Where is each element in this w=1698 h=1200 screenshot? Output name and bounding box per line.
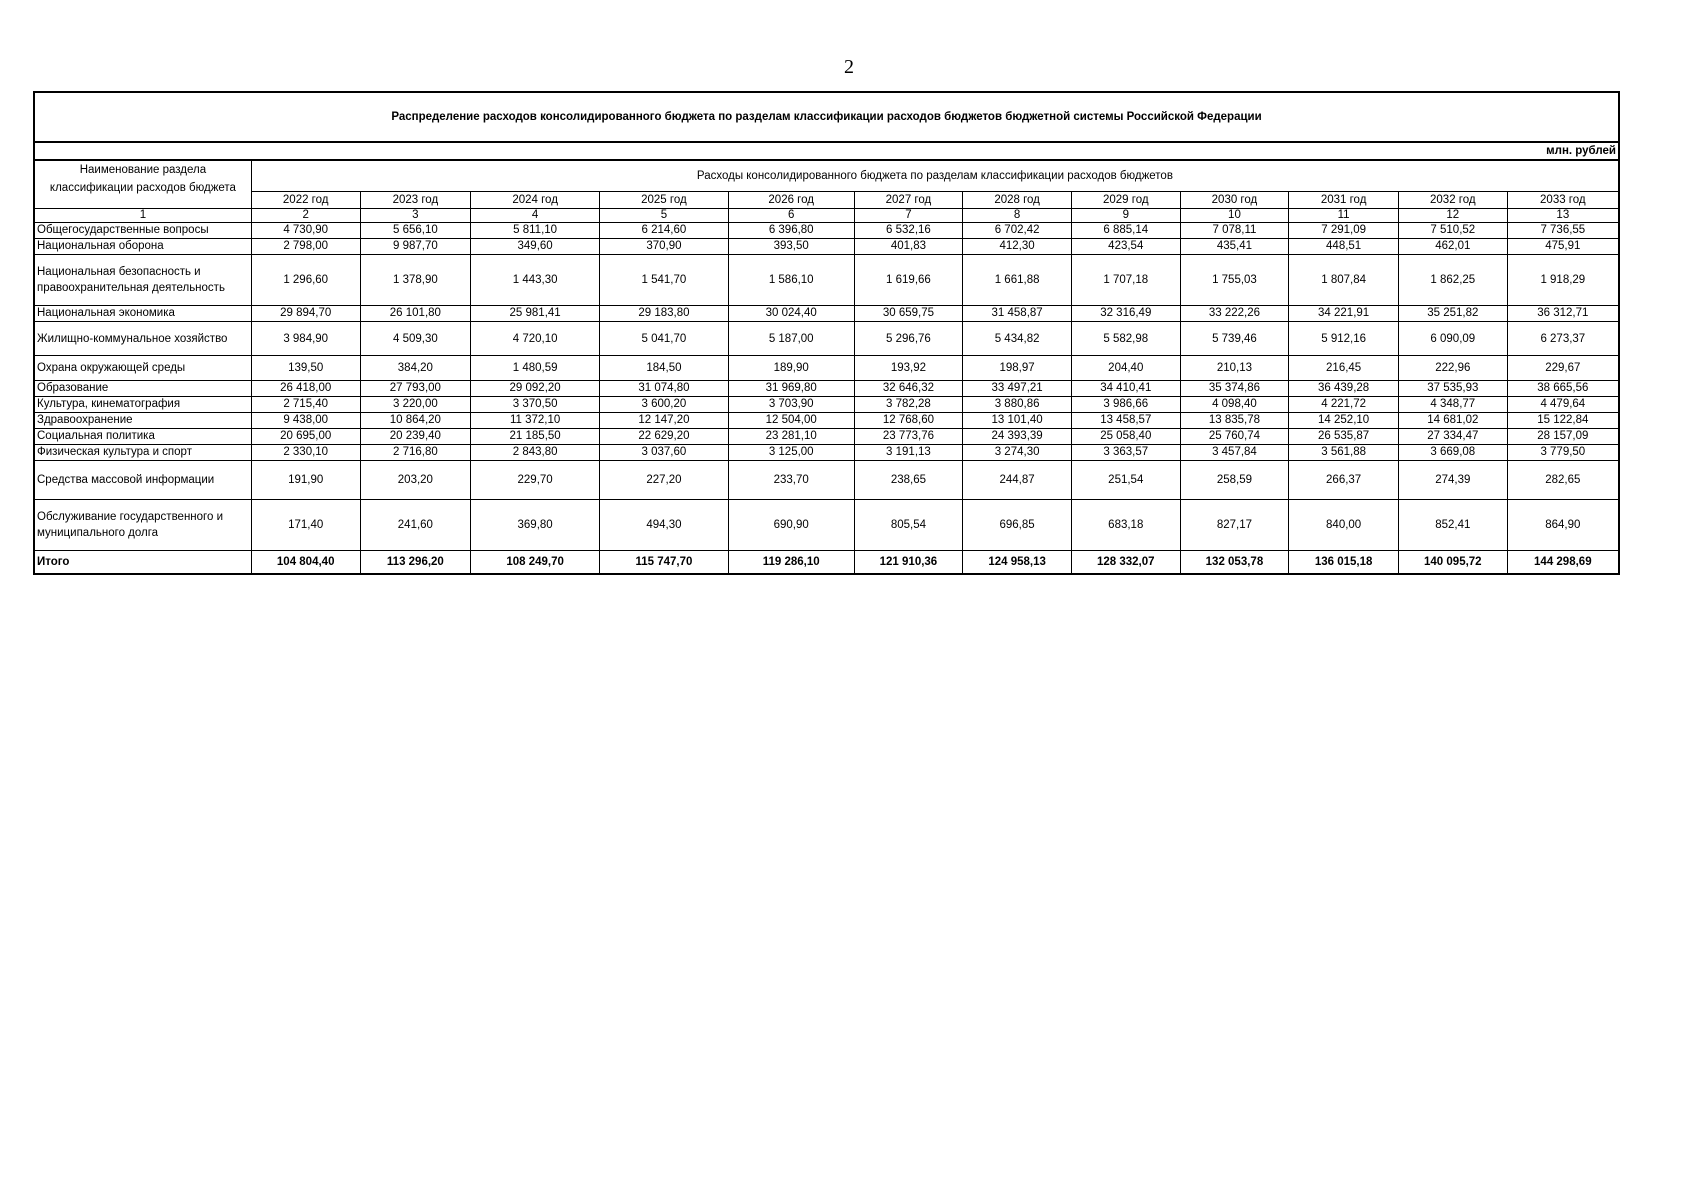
value-cell: 34 410,41 bbox=[1071, 381, 1180, 397]
value-cell: 34 221,91 bbox=[1289, 306, 1399, 322]
value-cell: 1 586,10 bbox=[728, 255, 854, 306]
value-cell: 32 316,49 bbox=[1071, 306, 1180, 322]
value-cell: 1 443,30 bbox=[471, 255, 600, 306]
column-number: 11 bbox=[1289, 209, 1399, 223]
row-name: Средства массовой информации bbox=[34, 461, 251, 500]
value-cell: 13 835,78 bbox=[1180, 413, 1289, 429]
value-cell: 36 312,71 bbox=[1507, 306, 1619, 322]
value-cell: 6 702,42 bbox=[963, 223, 1072, 239]
value-cell: 258,59 bbox=[1180, 461, 1289, 500]
row-name: Жилищно-коммунальное хозяйство bbox=[34, 322, 251, 356]
total-value-cell: 115 747,70 bbox=[600, 551, 729, 575]
value-cell: 238,65 bbox=[854, 461, 963, 500]
column-number: 5 bbox=[600, 209, 729, 223]
value-cell: 33 222,26 bbox=[1180, 306, 1289, 322]
row-name: Национальная экономика bbox=[34, 306, 251, 322]
table-row bbox=[34, 445, 1619, 461]
value-cell: 29 183,80 bbox=[600, 306, 729, 322]
total-value-cell: 124 958,13 bbox=[963, 551, 1072, 575]
year-header: 2024 год bbox=[471, 192, 600, 209]
value-cell: 251,54 bbox=[1071, 461, 1180, 500]
value-cell: 6 396,80 bbox=[728, 223, 854, 239]
value-cell: 3 600,20 bbox=[600, 397, 729, 413]
value-cell: 5 434,82 bbox=[963, 322, 1072, 356]
value-cell: 24 393,39 bbox=[963, 429, 1072, 445]
value-cell: 3 457,84 bbox=[1180, 445, 1289, 461]
value-cell: 31 074,80 bbox=[600, 381, 729, 397]
table-row bbox=[34, 306, 1619, 322]
value-cell: 1 480,59 bbox=[471, 356, 600, 381]
column-number: 7 bbox=[854, 209, 963, 223]
value-cell: 423,54 bbox=[1071, 239, 1180, 255]
value-cell: 3 669,08 bbox=[1398, 445, 1507, 461]
value-cell: 435,41 bbox=[1180, 239, 1289, 255]
value-cell: 35 251,82 bbox=[1398, 306, 1507, 322]
value-cell: 384,20 bbox=[360, 356, 471, 381]
value-cell: 7 291,09 bbox=[1289, 223, 1399, 239]
value-cell: 28 157,09 bbox=[1507, 429, 1619, 445]
value-cell: 27 793,00 bbox=[360, 381, 471, 397]
units-label: млн. рублей bbox=[33, 141, 1620, 159]
value-cell: 1 707,18 bbox=[1071, 255, 1180, 306]
value-cell: 2 716,80 bbox=[360, 445, 471, 461]
value-cell: 2 798,00 bbox=[251, 239, 360, 255]
value-cell: 3 037,60 bbox=[600, 445, 729, 461]
value-cell: 191,90 bbox=[251, 461, 360, 500]
value-cell: 25 981,41 bbox=[471, 306, 600, 322]
value-cell: 184,50 bbox=[600, 356, 729, 381]
value-cell: 1 378,90 bbox=[360, 255, 471, 306]
value-cell: 25 058,40 bbox=[1071, 429, 1180, 445]
value-cell: 3 880,86 bbox=[963, 397, 1072, 413]
value-cell: 7 510,52 bbox=[1398, 223, 1507, 239]
value-cell: 13 458,57 bbox=[1071, 413, 1180, 429]
value-cell: 6 273,37 bbox=[1507, 322, 1619, 356]
value-cell: 35 374,86 bbox=[1180, 381, 1289, 397]
table-row bbox=[34, 461, 1619, 500]
value-cell: 33 497,21 bbox=[963, 381, 1072, 397]
table-row bbox=[34, 322, 1619, 356]
value-cell: 241,60 bbox=[360, 500, 471, 551]
value-cell: 23 281,10 bbox=[728, 429, 854, 445]
year-header: 2029 год bbox=[1071, 192, 1180, 209]
budget-table bbox=[33, 159, 1620, 575]
total-value-cell: 144 298,69 bbox=[1507, 551, 1619, 575]
row-name: Национальная безопасность и правоохранительная деятельность bbox=[34, 255, 251, 306]
value-cell: 30 024,40 bbox=[728, 306, 854, 322]
page-number: 2 bbox=[844, 56, 854, 78]
value-cell: 1 807,84 bbox=[1289, 255, 1399, 306]
value-cell: 3 363,57 bbox=[1071, 445, 1180, 461]
value-cell: 14 681,02 bbox=[1398, 413, 1507, 429]
value-cell: 22 629,20 bbox=[600, 429, 729, 445]
value-cell: 369,80 bbox=[471, 500, 600, 551]
value-cell: 475,91 bbox=[1507, 239, 1619, 255]
value-cell: 27 334,47 bbox=[1398, 429, 1507, 445]
value-cell: 448,51 bbox=[1289, 239, 1399, 255]
header-expenses: Расходы консолидированного бюджета по разделам классификации расходов бюджетов bbox=[251, 160, 1619, 192]
value-cell: 2 715,40 bbox=[251, 397, 360, 413]
column-number: 4 bbox=[471, 209, 600, 223]
value-cell: 2 843,80 bbox=[471, 445, 600, 461]
table-row bbox=[34, 397, 1619, 413]
header-name-column: Наименование раздела классификации расходов бюджета bbox=[34, 160, 251, 209]
value-cell: 690,90 bbox=[728, 500, 854, 551]
value-cell: 3 561,88 bbox=[1289, 445, 1399, 461]
value-cell: 864,90 bbox=[1507, 500, 1619, 551]
table-row bbox=[34, 239, 1619, 255]
total-value-cell: 108 249,70 bbox=[471, 551, 600, 575]
value-cell: 696,85 bbox=[963, 500, 1072, 551]
value-cell: 6 214,60 bbox=[600, 223, 729, 239]
value-cell: 852,41 bbox=[1398, 500, 1507, 551]
value-cell: 244,87 bbox=[963, 461, 1072, 500]
value-cell: 20 239,40 bbox=[360, 429, 471, 445]
table-row bbox=[34, 356, 1619, 381]
value-cell: 412,30 bbox=[963, 239, 1072, 255]
value-cell: 3 370,50 bbox=[471, 397, 600, 413]
column-number: 13 bbox=[1507, 209, 1619, 223]
value-cell: 29 894,70 bbox=[251, 306, 360, 322]
table-row bbox=[34, 223, 1619, 239]
value-cell: 282,65 bbox=[1507, 461, 1619, 500]
value-cell: 1 296,60 bbox=[251, 255, 360, 306]
total-value-cell: 132 053,78 bbox=[1180, 551, 1289, 575]
value-cell: 1 541,70 bbox=[600, 255, 729, 306]
column-number: 2 bbox=[251, 209, 360, 223]
total-value-cell: 128 332,07 bbox=[1071, 551, 1180, 575]
value-cell: 216,45 bbox=[1289, 356, 1399, 381]
value-cell: 14 252,10 bbox=[1289, 413, 1399, 429]
total-row bbox=[34, 551, 1619, 575]
value-cell: 5 041,70 bbox=[600, 322, 729, 356]
row-name: Обслуживание государственного и муниципального долга bbox=[34, 500, 251, 551]
budget-table-frame bbox=[33, 91, 1620, 575]
value-cell: 204,40 bbox=[1071, 356, 1180, 381]
value-cell: 26 418,00 bbox=[251, 381, 360, 397]
value-cell: 203,20 bbox=[360, 461, 471, 500]
total-value-cell: 119 286,10 bbox=[728, 551, 854, 575]
value-cell: 36 439,28 bbox=[1289, 381, 1399, 397]
column-number-row bbox=[34, 209, 1619, 223]
value-cell: 3 191,13 bbox=[854, 445, 963, 461]
value-cell: 7 736,55 bbox=[1507, 223, 1619, 239]
value-cell: 274,39 bbox=[1398, 461, 1507, 500]
value-cell: 227,20 bbox=[600, 461, 729, 500]
value-cell: 21 185,50 bbox=[471, 429, 600, 445]
value-cell: 12 504,00 bbox=[728, 413, 854, 429]
total-value-cell: 136 015,18 bbox=[1289, 551, 1399, 575]
value-cell: 5 296,76 bbox=[854, 322, 963, 356]
value-cell: 139,50 bbox=[251, 356, 360, 381]
value-cell: 193,92 bbox=[854, 356, 963, 381]
value-cell: 29 092,20 bbox=[471, 381, 600, 397]
year-header: 2026 год bbox=[728, 192, 854, 209]
column-number: 9 bbox=[1071, 209, 1180, 223]
total-label: Итого bbox=[34, 551, 251, 575]
year-header: 2031 год bbox=[1289, 192, 1399, 209]
value-cell: 5 656,10 bbox=[360, 223, 471, 239]
row-name: Социальная политика bbox=[34, 429, 251, 445]
value-cell: 229,70 bbox=[471, 461, 600, 500]
value-cell: 7 078,11 bbox=[1180, 223, 1289, 239]
value-cell: 4 479,64 bbox=[1507, 397, 1619, 413]
column-number: 10 bbox=[1180, 209, 1289, 223]
row-name: Физическая культура и спорт bbox=[34, 445, 251, 461]
value-cell: 4 098,40 bbox=[1180, 397, 1289, 413]
value-cell: 5 811,10 bbox=[471, 223, 600, 239]
year-header: 2023 год bbox=[360, 192, 471, 209]
value-cell: 210,13 bbox=[1180, 356, 1289, 381]
value-cell: 5 912,16 bbox=[1289, 322, 1399, 356]
total-value-cell: 140 095,72 bbox=[1398, 551, 1507, 575]
total-value-cell: 121 910,36 bbox=[854, 551, 963, 575]
value-cell: 9 987,70 bbox=[360, 239, 471, 255]
value-cell: 1 755,03 bbox=[1180, 255, 1289, 306]
row-name: Здравоохранение bbox=[34, 413, 251, 429]
value-cell: 805,54 bbox=[854, 500, 963, 551]
value-cell: 32 646,32 bbox=[854, 381, 963, 397]
value-cell: 1 661,88 bbox=[963, 255, 1072, 306]
row-name: Культура, кинематография bbox=[34, 397, 251, 413]
value-cell: 26 101,80 bbox=[360, 306, 471, 322]
column-number: 6 bbox=[728, 209, 854, 223]
value-cell: 233,70 bbox=[728, 461, 854, 500]
value-cell: 349,60 bbox=[471, 239, 600, 255]
value-cell: 4 221,72 bbox=[1289, 397, 1399, 413]
table-row bbox=[34, 429, 1619, 445]
value-cell: 189,90 bbox=[728, 356, 854, 381]
value-cell: 1 619,66 bbox=[854, 255, 963, 306]
value-cell: 6 090,09 bbox=[1398, 322, 1507, 356]
value-cell: 3 779,50 bbox=[1507, 445, 1619, 461]
row-name: Национальная оборона bbox=[34, 239, 251, 255]
value-cell: 10 864,20 bbox=[360, 413, 471, 429]
value-cell: 25 760,74 bbox=[1180, 429, 1289, 445]
value-cell: 393,50 bbox=[728, 239, 854, 255]
year-header: 2030 год bbox=[1180, 192, 1289, 209]
year-header: 2025 год bbox=[600, 192, 729, 209]
value-cell: 6 885,14 bbox=[1071, 223, 1180, 239]
value-cell: 683,18 bbox=[1071, 500, 1180, 551]
value-cell: 222,96 bbox=[1398, 356, 1507, 381]
year-header: 2033 год bbox=[1507, 192, 1619, 209]
value-cell: 4 348,77 bbox=[1398, 397, 1507, 413]
value-cell: 4 730,90 bbox=[251, 223, 360, 239]
value-cell: 4 720,10 bbox=[471, 322, 600, 356]
value-cell: 401,83 bbox=[854, 239, 963, 255]
value-cell: 20 695,00 bbox=[251, 429, 360, 445]
value-cell: 12 768,60 bbox=[854, 413, 963, 429]
value-cell: 11 372,10 bbox=[471, 413, 600, 429]
value-cell: 15 122,84 bbox=[1507, 413, 1619, 429]
value-cell: 31 969,80 bbox=[728, 381, 854, 397]
value-cell: 9 438,00 bbox=[251, 413, 360, 429]
value-cell: 494,30 bbox=[600, 500, 729, 551]
value-cell: 171,40 bbox=[251, 500, 360, 551]
value-cell: 1 862,25 bbox=[1398, 255, 1507, 306]
row-name: Образование bbox=[34, 381, 251, 397]
value-cell: 30 659,75 bbox=[854, 306, 963, 322]
year-header-row bbox=[34, 192, 1619, 209]
value-cell: 3 984,90 bbox=[251, 322, 360, 356]
value-cell: 3 782,28 bbox=[854, 397, 963, 413]
value-cell: 827,17 bbox=[1180, 500, 1289, 551]
value-cell: 3 125,00 bbox=[728, 445, 854, 461]
total-value-cell: 104 804,40 bbox=[251, 551, 360, 575]
column-number: 8 bbox=[963, 209, 1072, 223]
year-header: 2028 год bbox=[963, 192, 1072, 209]
value-cell: 38 665,56 bbox=[1507, 381, 1619, 397]
year-header: 2022 год bbox=[251, 192, 360, 209]
value-cell: 12 147,20 bbox=[600, 413, 729, 429]
value-cell: 6 532,16 bbox=[854, 223, 963, 239]
value-cell: 23 773,76 bbox=[854, 429, 963, 445]
value-cell: 5 582,98 bbox=[1071, 322, 1180, 356]
row-name: Охрана окружающей среды bbox=[34, 356, 251, 381]
table-row bbox=[34, 500, 1619, 551]
value-cell: 198,97 bbox=[963, 356, 1072, 381]
value-cell: 4 509,30 bbox=[360, 322, 471, 356]
year-header: 2027 год bbox=[854, 192, 963, 209]
value-cell: 266,37 bbox=[1289, 461, 1399, 500]
value-cell: 2 330,10 bbox=[251, 445, 360, 461]
table-row bbox=[34, 255, 1619, 306]
value-cell: 5 739,46 bbox=[1180, 322, 1289, 356]
value-cell: 840,00 bbox=[1289, 500, 1399, 551]
value-cell: 370,90 bbox=[600, 239, 729, 255]
value-cell: 3 986,66 bbox=[1071, 397, 1180, 413]
table-row bbox=[34, 381, 1619, 397]
column-number: 12 bbox=[1398, 209, 1507, 223]
column-number: 1 bbox=[34, 209, 251, 223]
table-row bbox=[34, 413, 1619, 429]
value-cell: 26 535,87 bbox=[1289, 429, 1399, 445]
row-name: Общегосударственные вопросы bbox=[34, 223, 251, 239]
value-cell: 31 458,87 bbox=[963, 306, 1072, 322]
value-cell: 37 535,93 bbox=[1398, 381, 1507, 397]
value-cell: 3 703,90 bbox=[728, 397, 854, 413]
year-header: 2032 год bbox=[1398, 192, 1507, 209]
value-cell: 229,67 bbox=[1507, 356, 1619, 381]
column-number: 3 bbox=[360, 209, 471, 223]
total-value-cell: 113 296,20 bbox=[360, 551, 471, 575]
value-cell: 3 220,00 bbox=[360, 397, 471, 413]
value-cell: 13 101,40 bbox=[963, 413, 1072, 429]
value-cell: 1 918,29 bbox=[1507, 255, 1619, 306]
value-cell: 462,01 bbox=[1398, 239, 1507, 255]
table-title: Распределение расходов консолидированного бюджета по разделам классификации расходов бюджетов бюджетной системы Российской Федерации bbox=[33, 91, 1620, 141]
value-cell: 3 274,30 bbox=[963, 445, 1072, 461]
value-cell: 5 187,00 bbox=[728, 322, 854, 356]
